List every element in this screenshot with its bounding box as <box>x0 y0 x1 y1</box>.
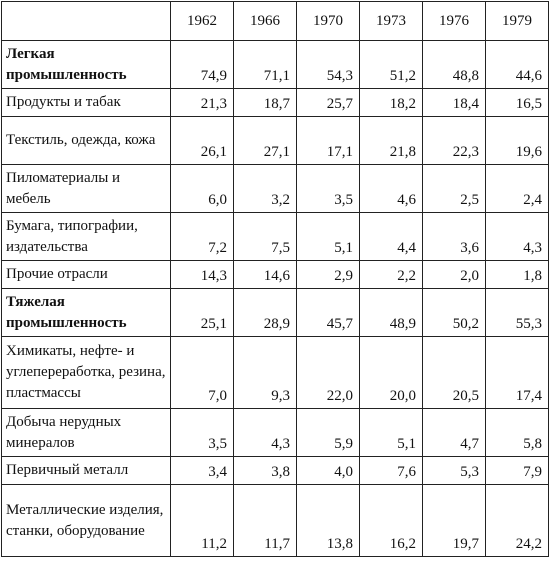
value-cell: 48,9 <box>360 289 423 337</box>
value-cell: 27,1 <box>234 117 297 165</box>
category-label: Легкая промышленность <box>2 41 171 89</box>
table-row <box>2 213 549 261</box>
year-header: 1976 <box>423 2 486 41</box>
value-cell: 7,5 <box>234 213 297 261</box>
value-cell: 3,6 <box>423 213 486 261</box>
table-row <box>2 117 549 165</box>
value-cell: 20,5 <box>423 337 486 409</box>
value-cell: 22,3 <box>423 117 486 165</box>
value-cell: 74,9 <box>171 41 234 89</box>
year-header: 1970 <box>297 2 360 41</box>
value-cell: 14,6 <box>234 261 297 289</box>
value-cell: 7,2 <box>171 213 234 261</box>
value-cell: 17,1 <box>297 117 360 165</box>
value-cell: 18,2 <box>360 89 423 117</box>
value-cell: 3,5 <box>171 409 234 457</box>
value-cell: 7,9 <box>486 457 549 485</box>
value-cell: 18,4 <box>423 89 486 117</box>
value-cell: 4,0 <box>297 457 360 485</box>
subcategory-label: Химикаты, нефте- и углепереработка, резина, пластмассы <box>2 337 171 409</box>
value-cell: 20,0 <box>360 337 423 409</box>
value-cell: 3,2 <box>234 165 297 213</box>
year-header: 1973 <box>360 2 423 41</box>
year-header: 1962 <box>171 2 234 41</box>
value-cell: 45,7 <box>297 289 360 337</box>
value-cell: 44,6 <box>486 41 549 89</box>
value-cell: 2,4 <box>486 165 549 213</box>
value-cell: 5,9 <box>297 409 360 457</box>
value-cell: 71,1 <box>234 41 297 89</box>
value-cell: 50,2 <box>423 289 486 337</box>
value-cell: 4,3 <box>234 409 297 457</box>
value-cell: 22,0 <box>297 337 360 409</box>
table-row <box>2 41 549 89</box>
value-cell: 18,7 <box>234 89 297 117</box>
value-cell: 21,8 <box>360 117 423 165</box>
value-cell: 4,4 <box>360 213 423 261</box>
value-cell: 21,3 <box>171 89 234 117</box>
value-cell: 48,8 <box>423 41 486 89</box>
value-cell: 3,8 <box>234 457 297 485</box>
value-cell: 51,2 <box>360 41 423 89</box>
table-row <box>2 89 549 117</box>
value-cell: 4,7 <box>423 409 486 457</box>
subcategory-label: Первичный металл <box>2 457 171 485</box>
value-cell: 28,9 <box>234 289 297 337</box>
value-cell: 25,1 <box>171 289 234 337</box>
category-label: Тяжелая промышленность <box>2 289 171 337</box>
table-row <box>2 165 549 213</box>
header-row <box>2 2 549 41</box>
value-cell: 4,6 <box>360 165 423 213</box>
value-cell: 16,5 <box>486 89 549 117</box>
value-cell: 13,8 <box>297 485 360 557</box>
value-cell: 11,7 <box>234 485 297 557</box>
table-row <box>2 337 549 409</box>
value-cell: 1,8 <box>486 261 549 289</box>
subcategory-label: Добыча нерудных минералов <box>2 409 171 457</box>
value-cell: 2,2 <box>360 261 423 289</box>
value-cell: 17,4 <box>486 337 549 409</box>
corner-cell <box>2 2 171 41</box>
value-cell: 3,5 <box>297 165 360 213</box>
industry-share-table <box>1 1 549 557</box>
value-cell: 9,3 <box>234 337 297 409</box>
table-row <box>2 409 549 457</box>
table-row <box>2 457 549 485</box>
value-cell: 11,2 <box>171 485 234 557</box>
subcategory-label: Продукты и табак <box>2 89 171 117</box>
value-cell: 3,4 <box>171 457 234 485</box>
value-cell: 25,7 <box>297 89 360 117</box>
year-header: 1979 <box>486 2 549 41</box>
value-cell: 2,9 <box>297 261 360 289</box>
value-cell: 2,0 <box>423 261 486 289</box>
value-cell: 24,2 <box>486 485 549 557</box>
value-cell: 19,7 <box>423 485 486 557</box>
value-cell: 5,8 <box>486 409 549 457</box>
subcategory-label: Пиломатериалы и мебель <box>2 165 171 213</box>
value-cell: 19,6 <box>486 117 549 165</box>
value-cell: 14,3 <box>171 261 234 289</box>
subcategory-label: Бумага, типографии, издательства <box>2 213 171 261</box>
value-cell: 54,3 <box>297 41 360 89</box>
value-cell: 5,1 <box>360 409 423 457</box>
value-cell: 6,0 <box>171 165 234 213</box>
table-row <box>2 485 549 557</box>
value-cell: 4,3 <box>486 213 549 261</box>
value-cell: 16,2 <box>360 485 423 557</box>
value-cell: 26,1 <box>171 117 234 165</box>
subcategory-label: Прочие отрасли <box>2 261 171 289</box>
value-cell: 7,0 <box>171 337 234 409</box>
value-cell: 5,3 <box>423 457 486 485</box>
value-cell: 5,1 <box>297 213 360 261</box>
value-cell: 7,6 <box>360 457 423 485</box>
table-body <box>2 41 549 557</box>
value-cell: 55,3 <box>486 289 549 337</box>
subcategory-label: Металлические изделия, станки, оборудование <box>2 485 171 557</box>
year-header: 1966 <box>234 2 297 41</box>
table-row <box>2 261 549 289</box>
subcategory-label: Текстиль, одежда, кожа <box>2 117 171 165</box>
table-row <box>2 289 549 337</box>
value-cell: 2,5 <box>423 165 486 213</box>
